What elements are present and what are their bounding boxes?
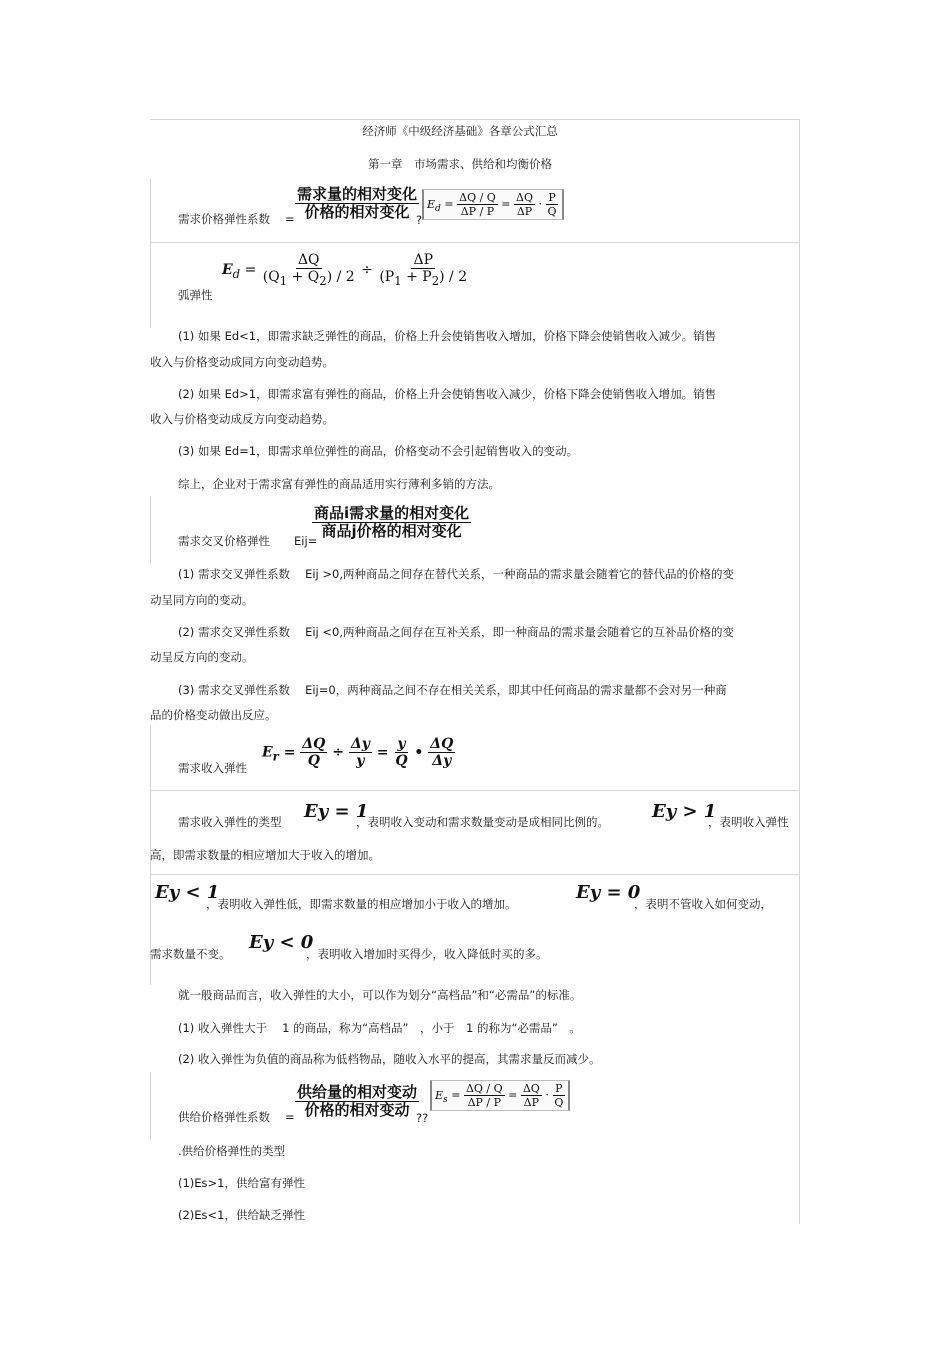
income-type-2-cont: 高，即需求数量的相应增加大于收入的增加。 [150, 848, 380, 862]
supply-type-2: (2)Es<1，供给缺乏弹性 [178, 1208, 305, 1222]
cross-elasticity-fraction [312, 505, 471, 540]
supply-elasticity-label: 供给价格弹性系数 [178, 1110, 270, 1124]
cross-rule-2-line-1: (2) 需求交叉弹性系数 Eij <0,两种商品之间存在互补关系，即一种商品的需求量会随着它的互补品价格的变 [178, 625, 735, 639]
cross-elasticity-eij: Eij= [294, 534, 318, 548]
demand-price-elasticity-equals: = [285, 212, 295, 226]
fraction-numerator: 商品i需求量的相对变化 [314, 504, 470, 522]
rule-summary: 综上，企业对于需求富有弹性的商品适用实行薄利多销的方法。 [178, 477, 500, 491]
income-elasticity-label: 需求收入弹性 [178, 761, 247, 775]
row-divider-2 [150, 790, 800, 791]
cross-rule-2-line-2: 动呈反方向的变动。 [150, 650, 254, 664]
ed-point-formula: $E_d$ = $\frac{\Delta Q / Q}{\Delta P / P}$ = $\frac{\Delta Q}{\Delta P}$ · $\frac{P}{Q}$ [422, 189, 564, 220]
arc-elasticity-label: 弧弹性 [178, 288, 213, 302]
supply-type-1: (1)Es>1，供给富有弹性 [178, 1176, 305, 1190]
cell-left-2 [150, 496, 151, 564]
cross-rule-3-line-1: (3) 需求交叉弹性系数 Eij=0，两种商品之间不存在相关关系，即其中任何商品的需求量都不会对另一种商 [178, 683, 727, 697]
cross-rule-1-line-1: (1) 需求交叉弹性系数 Eij >0,两种商品之间存在替代关系，一种商品的需求量会随着它的替代品的价格的变 [178, 567, 735, 581]
income-type-4-text: ，表明不管收入如何变动， [634, 897, 772, 911]
row-divider-3 [150, 874, 800, 875]
cell-left-1 [150, 178, 151, 328]
income-type-4-cont: 需求数量不变。 [150, 947, 231, 961]
es-point-formula: $E_s$ = $\frac{\Delta Q / Q}{\Delta P / P}$ = $\frac{\Delta Q}{\Delta P}$ · $\frac{P}{Q}$ [430, 1080, 570, 1111]
chapter-heading: 第一章 市场需求、供给和均衡价格 [368, 157, 552, 171]
ey-less-1: Ey < 1 [155, 882, 220, 903]
income-type-5-text: ，表明收入增加时买得少，收入降低时买的多。 [306, 947, 548, 961]
fraction-denominator: 商品j价格的相对变化 [321, 522, 462, 540]
supply-types-heading: .供给价格弹性的类型 [178, 1144, 286, 1158]
income-elasticity-formula: $E_r$ = $\frac{\Delta Q}{Q}$ ÷ $\frac{\Delta y}{y}$ = $\frac{y}{Q}$ • $\frac{\Delta Q}{\Delta y}$ [262, 736, 454, 769]
rule-2-line-2: 收入与价格变动成反方向变动趋势。 [150, 412, 334, 426]
fraction-denominator: 价格的相对变动 [304, 1101, 410, 1119]
row-divider-1 [150, 242, 800, 243]
income-type-3-text: ，表明收入弹性低，即需求数量的相应增加小于收入的增加。 [206, 897, 517, 911]
cross-rule-1-line-2: 动呈同方向的变动。 [150, 593, 254, 607]
rule-2-line-1: (2) 如果 Ed>1，即需求富有弹性的商品，价格上升会使销售收入减少，价格下降会使销售收入增加。销售 [178, 387, 717, 401]
arc-elasticity-formula: $E_d$ = $\frac{\Delta Q}{(Q_1 + Q_2) / 2}$ ÷ $\frac{\Delta P}{(P_1 + P_2) / 2}$ [222, 252, 468, 288]
cell-left-4 [150, 1072, 151, 1140]
fraction-denominator: 价格的相对变化 [304, 203, 410, 221]
frame-right [799, 119, 800, 1224]
fraction-numerator: 需求量的相对变化 [297, 185, 418, 203]
supply-elasticity-equals: = [285, 1110, 295, 1124]
goods-intro: 就一般商品而言，收入弹性的大小，可以作为划分“高档品”和“必需品”的标准。 [178, 988, 582, 1002]
income-type-1-text: ，表明收入变动和需求数量变动是成相同比例的。 [356, 815, 609, 829]
rule-1-line-2: 收入与价格变动成同方向变动趋势。 [150, 355, 334, 369]
ey-greater-1: Ey > 1 [652, 801, 717, 822]
supply-elasticity-fraction [295, 1084, 419, 1119]
goods-rule-1: (1) 收入弹性大于 1 的商品，称为“高档品” ，小于 1 的称为“必需品” 。 [178, 1021, 581, 1035]
goods-rule-2: (2) 收入弹性为负值的商品称为低档物品，随收入水平的提高，其需求量反而减少。 [178, 1052, 601, 1066]
document-title: 经济师《中级经济基础》各章公式汇总 [362, 124, 558, 138]
fraction-numerator: 供给量的相对变动 [297, 1083, 418, 1101]
frame-top [150, 119, 800, 120]
cross-elasticity-label: 需求交叉价格弹性 [178, 534, 270, 548]
demand-price-elasticity-label: 需求价格弹性系数 [178, 212, 270, 226]
supply-elasticity-q: ?? [416, 1111, 429, 1125]
demand-price-elasticity-q: ? [416, 213, 423, 227]
rule-3: (3) 如果 Ed=1，即需求单位弹性的商品，价格变动不会引起销售收入的变动。 [178, 444, 579, 458]
ey-equals-1: Ey = 1 [304, 801, 369, 822]
rule-1-line-1: (1) 如果 Ed<1，即需求缺乏弹性的商品，价格上升会使销售收入增加，价格下降会使销售收入减少。销售 [178, 329, 717, 343]
income-types-label: 需求收入弹性的类型 [178, 815, 282, 829]
cross-rule-3-line-2: 品的价格变动做出反应。 [150, 708, 277, 722]
ey-less-0: Ey < 0 [249, 932, 314, 953]
income-type-2-text: ，表明收入弹性 [708, 815, 789, 829]
demand-price-elasticity-fraction [295, 186, 419, 221]
ey-equals-0: Ey = 0 [576, 882, 641, 903]
